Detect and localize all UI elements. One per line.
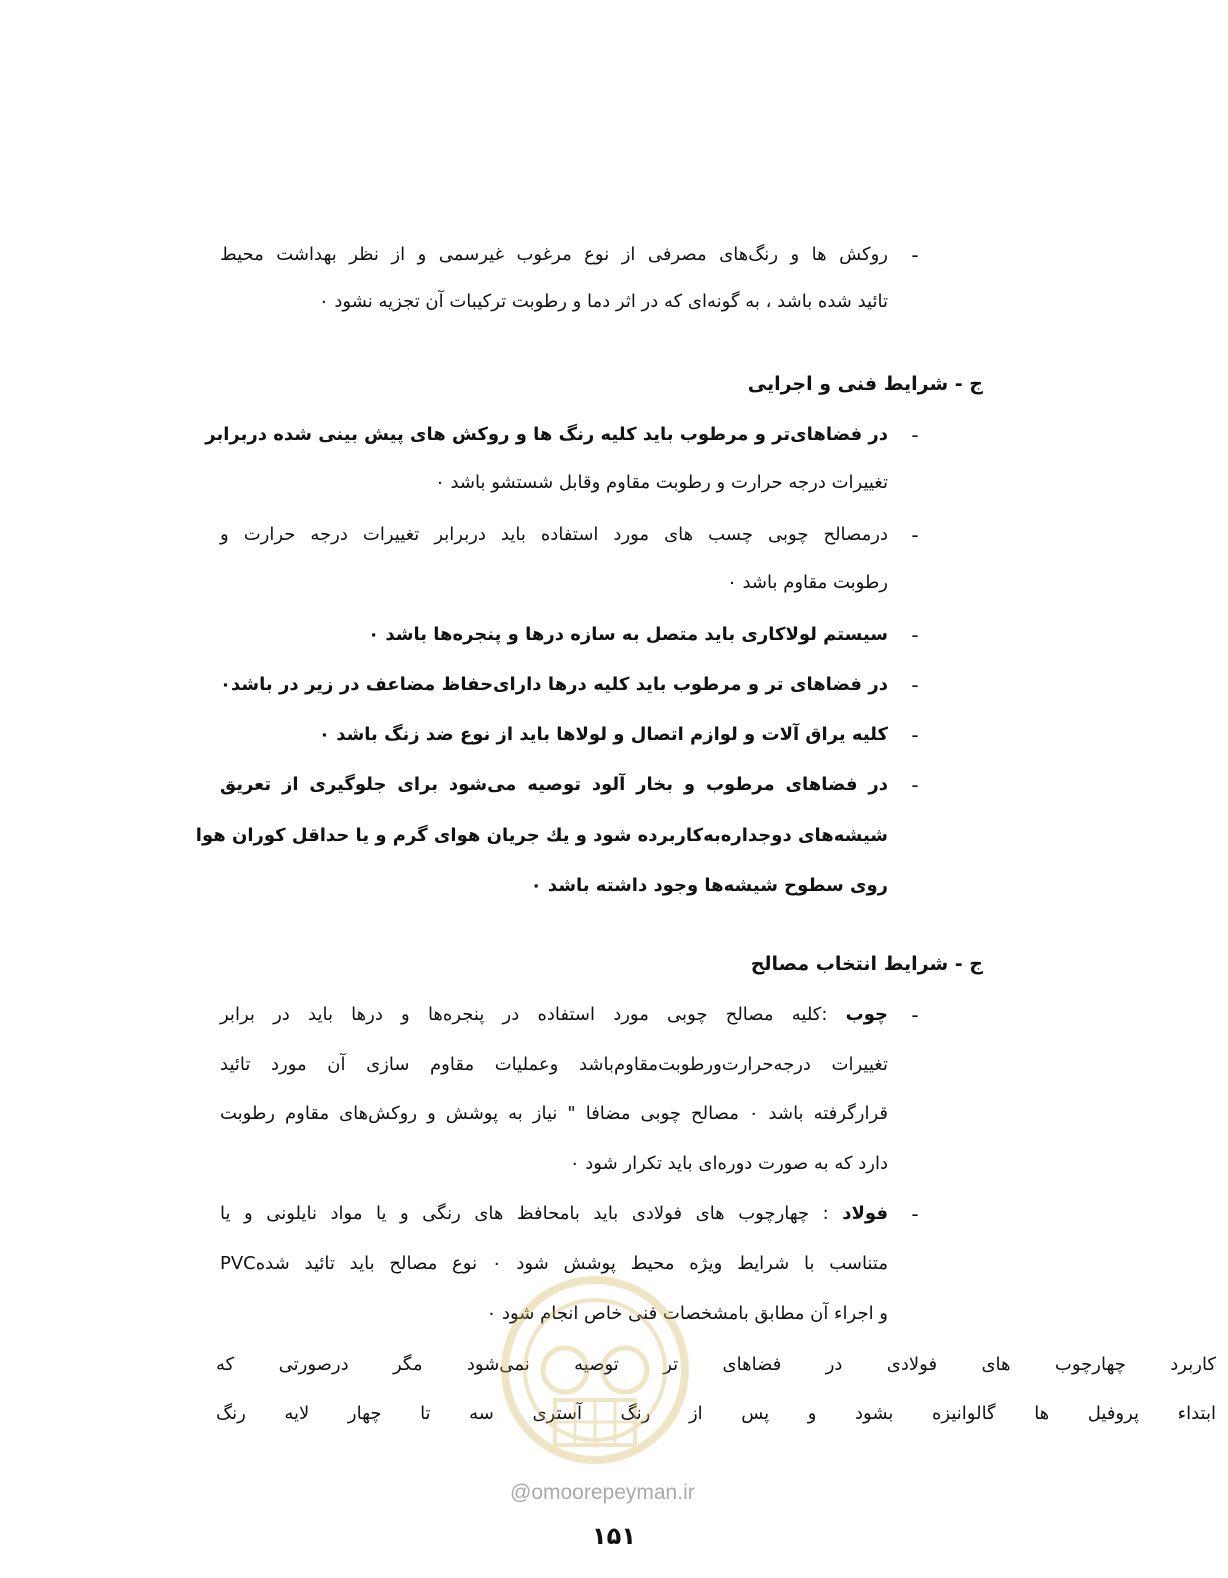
paragraph-line: [220, 1002, 888, 1028]
paragraph-line: رطوبت مقاوم باشد ٠: [727, 572, 888, 593]
paragraph-line: [220, 1201, 888, 1227]
bullet-dash: -: [911, 773, 919, 797]
paragraph-line: تغییرات درجه حرارت و رطوبت مقاوم وقابل شستشو باشد ٠: [435, 472, 888, 493]
section-heading: ج - شرایط انتخاب مصالح: [750, 953, 983, 975]
paragraph-text: : چهارچوب های فولادی باید بامحافظ های رنگی و یا مواد نایلونی و یا: [220, 1203, 829, 1224]
watermark-text: @omoorepeyman.ir: [510, 1481, 695, 1504]
paragraph-line: در فضاهای تر و مرطوب باید کلیه درها دارای‌حفاظ مضاعف در زیر در باشد٠: [220, 674, 888, 695]
paragraph-line: درمصالح چوبی چسب های مورد استفاده باید دربرابر تغییرات درجه حرارت و: [220, 524, 888, 545]
paragraph-line: ابتداء پروفیل ها گالوانیزه بشود و پس از رنگ آستری سه تا چهار لایه رنگ: [216, 1403, 1216, 1424]
paragraph-line: در فضاهای‌تر و مرطوب باید کلیه رنگ ها و روکش های پیش بینی شده دربرابر: [205, 424, 888, 445]
paragraph-line: روکش ها و رنگ‌های مصرفی از نوع مرغوب غیرسمی و از نظر بهداشت محیط: [220, 244, 888, 265]
watermark-seal: [495, 1260, 695, 1480]
paragraph-line: تغییرات درجه‌حرارت‌ورطوبت‌مقاوم‌باشد وعملیات مقاوم سازی آن مورد تائید: [220, 1054, 888, 1075]
bullet-dash: -: [911, 523, 919, 547]
paragraph-line: دارد که به صورت دوره‌ای باید تکرار شود ٠: [569, 1153, 888, 1174]
bullet-dash: -: [911, 423, 919, 447]
paragraph-text: :کلیه مصالح چوبی مورد استفاده در پنجره‌ها و درها باید در برابر: [220, 1004, 828, 1025]
section-heading: ج - شرایط فنی و اجرایی: [747, 373, 983, 395]
paragraph-line: در فضاهای مرطوب و بخار آلود توصیه می‌شود برای جلوگیری از تعریق: [220, 774, 888, 795]
bullet-dash: -: [911, 673, 919, 697]
bullet-dash: -: [911, 1003, 919, 1027]
paragraph-line: تائید شده باشد ، به گونه‌ای که در اثر دما و رطوبت ترکیبات آن تجزیه نشود ٠: [318, 291, 888, 312]
paragraph-line: شیشه‌های دوجداره‌به‌کار‌برده شود و یك جریان هوای گرم و یا حداقل کوران هوا: [195, 825, 888, 846]
bullet-dash: -: [911, 1202, 919, 1226]
bullet-dash: -: [911, 723, 919, 747]
paragraph-line: روی سطوح شیشه‌ها وجود داشته باشد ٠: [530, 875, 888, 896]
paragraph-line: و اجراء آن مطابق بامشخصات فنی خاص انجام شود ٠: [486, 1303, 888, 1324]
bullet-dash: -: [911, 243, 919, 267]
page-number: ۱۵۱: [592, 1522, 636, 1550]
paragraph-line: PVCمتناسب با شرایط ویژه محیط پوشش شود ٠ نوع مصالح باید تائید شده: [220, 1253, 888, 1274]
paragraph-line: قرارگرفته باشد ٠ مصالح چوبی مضافا " نیاز به پوشش و روکش‌های مقاوم رطوبت: [220, 1103, 888, 1124]
paragraph-line: سیستم لولاکاری باید متصل به سازه درها و پنجره‌ها باشد ٠: [368, 624, 888, 645]
bullet-dash: -: [911, 623, 919, 647]
steel-label: فولاد: [842, 1203, 888, 1224]
wood-label: چوب: [845, 1004, 888, 1025]
paragraph-line: کلیه یراق آلات و لوازم اتصال و لولاها باید از نوع ضد زنگ باشد ٠: [318, 724, 888, 745]
paragraph-line: کاربرد چهارچوب های فولادی در فضاهای تر توصیه نمی‌شود مگر درصورتی که: [216, 1354, 1216, 1375]
